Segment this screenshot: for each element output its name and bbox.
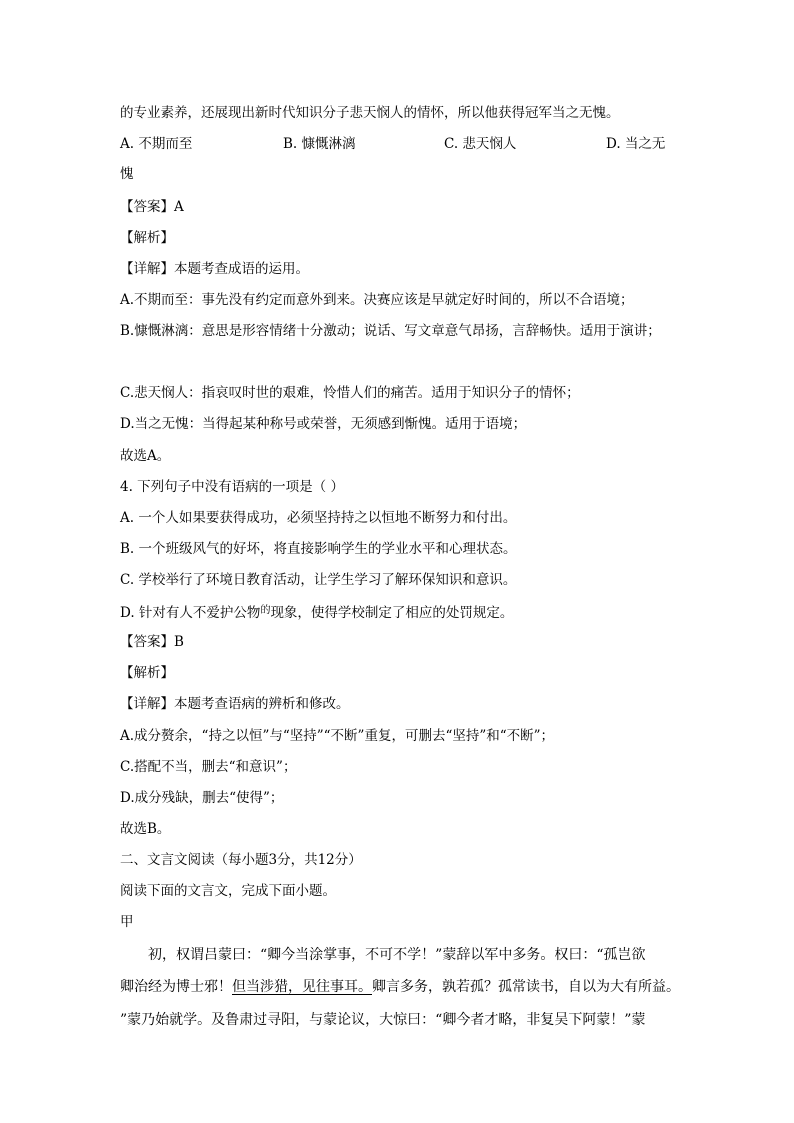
section-2-instruction: 阅读下面的文言文，完成下面小题。 [120, 883, 336, 899]
q3-answer: 【答案】A [120, 199, 184, 215]
q4-explain-a: A.成分赘余，“持之以恒”与“坚持”“不断”重复，可删去“坚持”和“不断”； [120, 728, 555, 744]
q3-option-wrap: 愧 [120, 166, 134, 182]
q3-option-a: A. 不期而至 [120, 136, 193, 152]
q4-conclusion: 故选B。 [120, 821, 171, 837]
q4-analysis-label: 【解析】 [120, 665, 174, 681]
classical-text-line-2 [120, 977, 680, 997]
text-label-jia: 甲 [120, 914, 134, 930]
classical-text-line-3: ”蒙乃始就学。及鲁肃过寻阳，与蒙论议，大惊曰：“卿今者才略，非复吴下阿蒙！”蒙 [120, 1012, 646, 1028]
q4-option-d [120, 603, 513, 623]
text-line: 的专业素养，还展现出新时代知识分子悲天悯人的情怀，所以他获得冠军当之无愧。 [120, 105, 620, 121]
q3-option-c: C. 悲天悯人 [444, 136, 517, 152]
classical-text-pre: 卿治经为博士邪！ [120, 979, 232, 995]
underlined-sentence: 但当涉猎，见往事耳。 [232, 979, 372, 995]
q4-option-d-pre: D. 针对有人不爱护公物 [120, 605, 261, 621]
q3-option-b: B. 慷慨淋漓 [283, 136, 356, 152]
q3-explain-b: B.慷慨淋漓：意思是形容情绪十分激动；说话、写文章意气昂扬，言辞畅快。适用于演讲； [120, 323, 661, 339]
q3-option-d: D. 当之无 [606, 136, 666, 152]
q4-detail: 【详解】本题考查语病的辨析和修改。 [120, 696, 350, 712]
q4-option-a: A. 一个人如果要获得成功，必须坚持持之以恒地不断努力和付出。 [120, 510, 517, 526]
q4-option-d-post: 现象，使得学校制定了相应的处罚规定。 [270, 605, 514, 621]
q3-explain-a: A.不期而至：事先没有约定而意外到来。决赛应该是早就定好时间的，所以不合语境； [120, 292, 634, 308]
q3-conclusion: 故选A。 [120, 448, 171, 464]
classical-text-line-1: 初，权谓吕蒙曰：“卿今当涂掌事，不可不学！”蒙辞以军中多务。权曰：“孤岂欲 [148, 947, 646, 963]
q4-stem: 4. 下列句子中没有语病的一项是（ ） [120, 479, 344, 495]
q4-answer: 【答案】B [120, 634, 184, 650]
q4-option-d-sup: 的 [260, 605, 271, 616]
q3-analysis-label: 【解析】 [120, 230, 174, 246]
classical-text-post: 卿言多务，孰若孤？孤常读书，自以为大有所益。 [372, 979, 680, 995]
q3-options [120, 134, 680, 154]
q3-explain-d: D.当之无愧：当得起某种称号或荣誉，无须感到惭愧。适用于语境； [120, 416, 527, 432]
q3-detail: 【详解】本题考查成语的运用。 [120, 261, 309, 277]
q4-option-c: C. 学校举行了环境日教育活动，让学生学习了解环保知识和意识。 [120, 572, 517, 588]
q4-explain-c: C.搭配不当，删去“和意识”； [120, 759, 297, 775]
section-2-title: 二、文言文阅读（每小题3分，共12分） [120, 852, 362, 868]
q4-option-b: B. 一个班级风气的好坏，将直接影响学生的学业水平和心理状态。 [120, 541, 517, 557]
q3-explain-c: C.悲天悯人：指哀叹时世的艰难，怜惜人们的痛苦。适用于知识分子的情怀； [120, 385, 580, 401]
q4-explain-d: D.成分残缺，删去“使得”； [120, 790, 284, 806]
